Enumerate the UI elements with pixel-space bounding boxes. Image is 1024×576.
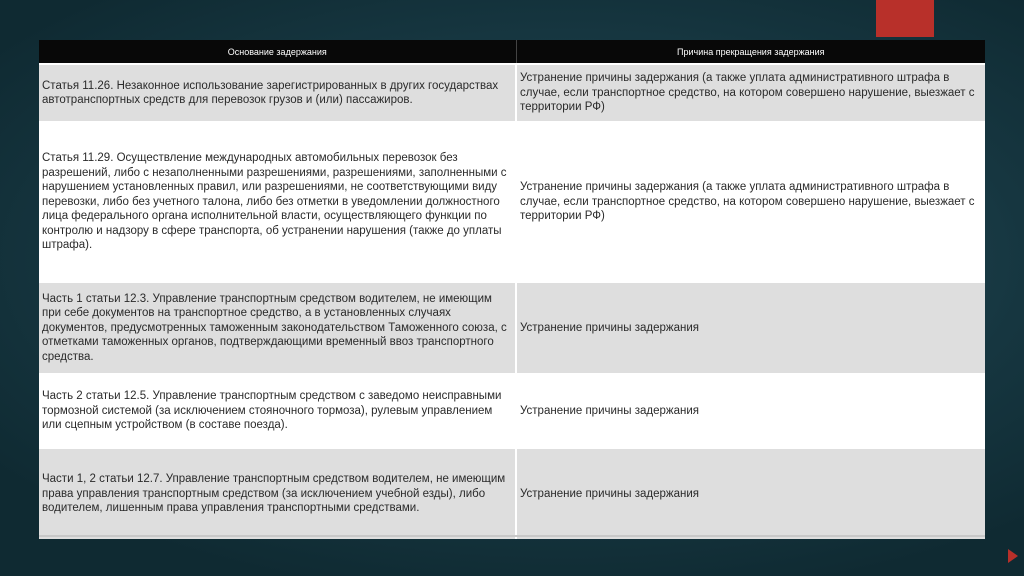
table-row xyxy=(39,448,985,539)
table-row xyxy=(39,282,985,374)
reason-cell: Устранение причины задержания (а также уплата административного штрафа в случае, если транспортное средство, на котором совершено нарушение, выезжает с территории РФ) xyxy=(516,122,985,282)
play-arrow-icon xyxy=(1008,549,1018,563)
reason-cell: Устранение причины задержания xyxy=(516,282,985,374)
table-row xyxy=(39,122,985,282)
basis-cell: Статья 11.26. Незаконное использование зарегистрированных в других государствах автотранспортных средств для перевозок грузов и (или) пассажиров. xyxy=(39,64,516,122)
basis-cell: Часть 2 статьи 12.5. Управление транспортным средством с заведомо неисправными тормозной системой (за исключением стояночного тормоза), рулевым управлением или сцепным устройством (в составе поезда). xyxy=(39,374,516,448)
reason-cell: Устранение причины задержания xyxy=(516,374,985,448)
basis-cell: Части 1, 2 статьи 12.7. Управление транспортным средством водителем, не имеющим права управления транспортным средством (за исключением учебной езды), либо водителем, лишенным права управления транспортными средствами. xyxy=(39,448,516,539)
basis-cell: Часть 1 статьи 12.3. Управление транспортным средством водителем, не имеющим при себе документов на транспортное средство, а в установленных случаях документов, предусмотренных таможенным законодательством Таможенного союза, с отметками таможенных органов, подтверждающими временный ввоз транспортного средства. xyxy=(39,282,516,374)
detention-table xyxy=(39,40,985,539)
table-bottom-border xyxy=(39,535,985,537)
table-row xyxy=(39,374,985,448)
table-row xyxy=(39,64,985,122)
column-header-basis: Основание задержания xyxy=(39,40,516,64)
column-header-reason: Причина прекращения задержания xyxy=(516,40,985,64)
reason-cell: Устранение причины задержания (а также уплата административного штрафа в случае, если транспортное средство, на котором совершено нарушение, выезжает с территории РФ) xyxy=(516,64,985,122)
basis-cell: Статья 11.29. Осуществление международных автомобильных перевозок без разрешений, либо с незаполненными разрешениями, разрешениями, заполненными с нарушением установленных правил, или разрешениями, не соответствующими виду перевозки, либо без учетного талона, либо без отметки в уведомлении должностного лица федерального органа исполнительной власти, осуществляющего функции по контролю и надзору в сфере транспорта, об устранении нарушения (также до уплаты штрафа). xyxy=(39,122,516,282)
detention-table-container xyxy=(39,40,985,537)
reason-cell: Устранение причины задержания xyxy=(516,448,985,539)
table-header-row xyxy=(39,40,985,64)
accent-rectangle xyxy=(876,0,934,37)
